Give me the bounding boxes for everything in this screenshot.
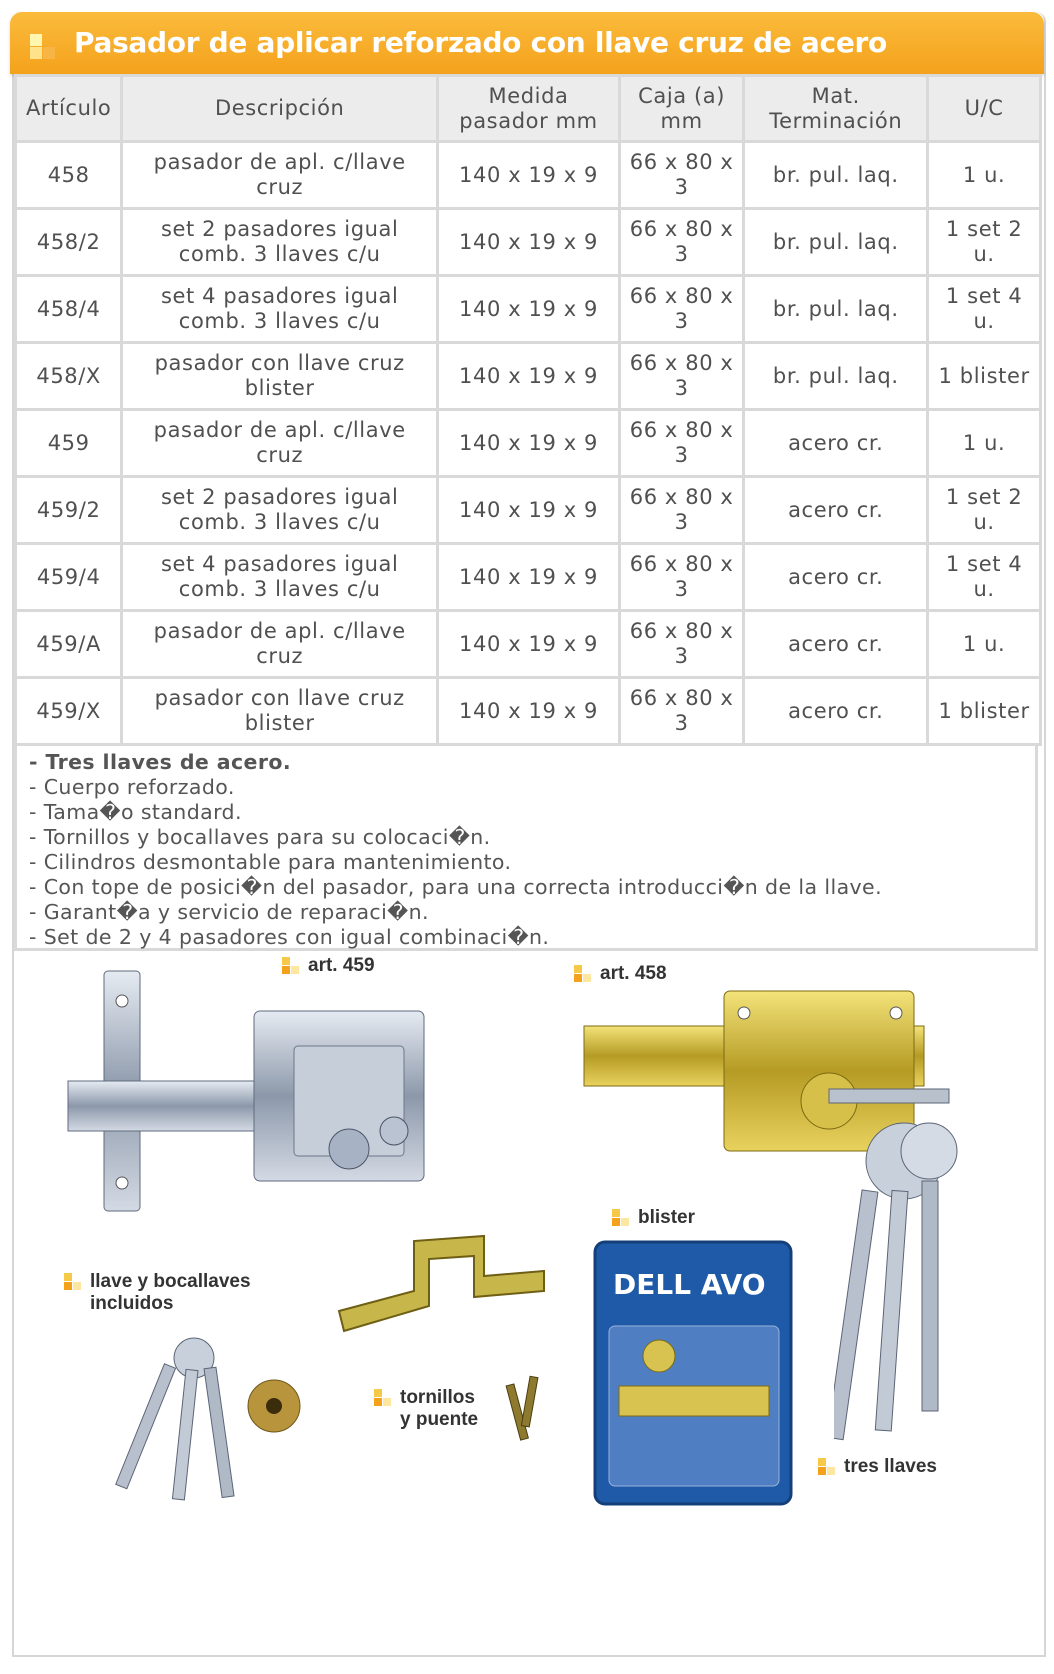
label-bullet-icon bbox=[374, 1389, 392, 1407]
cell-articulo: 458/X bbox=[16, 343, 122, 410]
cell-uc: 1 set 4 u. bbox=[928, 544, 1041, 611]
label-art-458: art. 458 bbox=[600, 963, 667, 985]
cell-descripcion: pasador de apl. c/llave cruz bbox=[122, 611, 438, 678]
label-llave-bocallaves: llave y bocallaves incluidos bbox=[90, 1271, 251, 1315]
label-bullet-icon bbox=[282, 957, 300, 975]
note-item: - Tornillos y bocallaves para su colocaci�n. bbox=[29, 825, 491, 849]
note-item: - Cuerpo reforzado. bbox=[29, 775, 235, 799]
cell-caja: 66 x 80 x 3 bbox=[619, 209, 743, 276]
note-item: - Garant�a y servicio de reparaci�n. bbox=[29, 900, 429, 924]
note-item: - Cilindros desmontable para mantenimiento. bbox=[29, 850, 512, 874]
label-tornillos: tornillos y puente bbox=[400, 1387, 478, 1431]
lock-459-image bbox=[54, 961, 474, 1231]
cell-material: acero cr. bbox=[744, 410, 928, 477]
cell-medida: 140 x 19 x 9 bbox=[438, 343, 620, 410]
cell-descripcion: pasador de apl. c/llave cruz bbox=[122, 142, 438, 209]
note-item: - Con tope de posici�n del pasador, para una correcta introducci�n de la llave. bbox=[29, 875, 882, 899]
cell-material: br. pul. laq. bbox=[744, 209, 928, 276]
col-uc: U/C bbox=[928, 76, 1041, 142]
cell-medida: 140 x 19 x 9 bbox=[438, 544, 620, 611]
cell-descripcion: set 2 pasadores igual comb. 3 llaves c/u bbox=[122, 477, 438, 544]
table-row bbox=[16, 611, 1041, 678]
keys-and-escutcheon-image bbox=[104, 1336, 324, 1506]
cell-medida: 140 x 19 x 9 bbox=[438, 209, 620, 276]
cell-uc: 1 set 2 u. bbox=[928, 209, 1041, 276]
cell-material: br. pul. laq. bbox=[744, 276, 928, 343]
label-tres-llaves: tres llaves bbox=[844, 1456, 937, 1478]
table-header-row bbox=[16, 76, 1041, 142]
cell-material: br. pul. laq. bbox=[744, 142, 928, 209]
product-photos bbox=[14, 951, 1038, 1641]
three-keys-image bbox=[834, 1121, 984, 1451]
label-bullet-icon bbox=[574, 965, 592, 983]
label-bullet-icon bbox=[64, 1273, 82, 1291]
table-row bbox=[16, 477, 1041, 544]
cell-material: acero cr. bbox=[744, 544, 928, 611]
cell-uc: 1 set 2 u. bbox=[928, 477, 1041, 544]
cell-caja: 66 x 80 x 3 bbox=[619, 544, 743, 611]
brand-logo-text: DELL AVO bbox=[613, 1268, 766, 1301]
cell-articulo: 459/4 bbox=[16, 544, 122, 611]
product-title: Pasador de aplicar reforzado con llave cruz de acero bbox=[74, 26, 887, 59]
cell-material: acero cr. bbox=[744, 477, 928, 544]
cell-descripcion: pasador con llave cruz blister bbox=[122, 343, 438, 410]
cell-medida: 140 x 19 x 9 bbox=[438, 276, 620, 343]
cell-caja: 66 x 80 x 3 bbox=[619, 611, 743, 678]
cell-articulo: 458/4 bbox=[16, 276, 122, 343]
table-row bbox=[16, 410, 1041, 477]
cell-medida: 140 x 19 x 9 bbox=[438, 410, 620, 477]
orange-squares-icon bbox=[30, 34, 56, 60]
cell-descripcion: pasador de apl. c/llave cruz bbox=[122, 410, 438, 477]
spec-table bbox=[14, 74, 1042, 746]
feature-notes bbox=[14, 744, 1038, 951]
note-item: - Tama�o standard. bbox=[29, 800, 242, 824]
cell-caja: 66 x 80 x 3 bbox=[619, 276, 743, 343]
cell-descripcion: set 2 pasadores igual comb. 3 llaves c/u bbox=[122, 209, 438, 276]
col-articulo: Artículo bbox=[16, 76, 122, 142]
label-art-459: art. 459 bbox=[308, 955, 375, 977]
table-row bbox=[16, 544, 1041, 611]
col-caja: Caja (a) mm bbox=[619, 76, 743, 142]
cell-caja: 66 x 80 x 3 bbox=[619, 410, 743, 477]
cell-articulo: 459/A bbox=[16, 611, 122, 678]
cell-caja: 66 x 80 x 3 bbox=[619, 343, 743, 410]
cell-caja: 66 x 80 x 3 bbox=[619, 678, 743, 745]
cell-uc: 1 u. bbox=[928, 142, 1041, 209]
cell-medida: 140 x 19 x 9 bbox=[438, 477, 620, 544]
col-material: Mat. Terminación bbox=[744, 76, 928, 142]
cell-medida: 140 x 19 x 9 bbox=[438, 142, 620, 209]
note-item: - Set de 2 y 4 pasadores con igual combinaci�n. bbox=[29, 925, 550, 949]
cell-material: acero cr. bbox=[744, 611, 928, 678]
cell-material: br. pul. laq. bbox=[744, 343, 928, 410]
label-bullet-icon bbox=[612, 1209, 630, 1227]
cell-uc: 1 set 4 u. bbox=[928, 276, 1041, 343]
cell-articulo: 459/X bbox=[16, 678, 122, 745]
cell-articulo: 458 bbox=[16, 142, 122, 209]
cell-uc: 1 u. bbox=[928, 611, 1041, 678]
bracket-bridge-image bbox=[334, 1231, 554, 1341]
label-bullet-icon bbox=[818, 1458, 836, 1476]
cell-medida: 140 x 19 x 9 bbox=[438, 611, 620, 678]
cell-uc: 1 blister bbox=[928, 678, 1041, 745]
cell-caja: 66 x 80 x 3 bbox=[619, 142, 743, 209]
cell-material: acero cr. bbox=[744, 678, 928, 745]
table-row bbox=[16, 343, 1041, 410]
table-row bbox=[16, 209, 1041, 276]
blister-pack-image bbox=[589, 1236, 799, 1511]
table-row bbox=[16, 142, 1041, 209]
cell-uc: 1 u. bbox=[928, 410, 1041, 477]
cell-uc: 1 blister bbox=[928, 343, 1041, 410]
label-blister: blister bbox=[638, 1207, 695, 1229]
col-medida: Medida pasador mm bbox=[438, 76, 620, 142]
note-item: - Tres llaves de acero. bbox=[29, 750, 292, 774]
cell-caja: 66 x 80 x 3 bbox=[619, 477, 743, 544]
cell-articulo: 459/2 bbox=[16, 477, 122, 544]
product-header bbox=[10, 12, 1044, 74]
col-descripcion: Descripción bbox=[122, 76, 438, 142]
screws-image bbox=[494, 1371, 554, 1451]
cell-articulo: 458/2 bbox=[16, 209, 122, 276]
cell-descripcion: pasador con llave cruz blister bbox=[122, 678, 438, 745]
cell-descripcion: set 4 pasadores igual comb. 3 llaves c/u bbox=[122, 544, 438, 611]
table-row bbox=[16, 678, 1041, 745]
cell-descripcion: set 4 pasadores igual comb. 3 llaves c/u bbox=[122, 276, 438, 343]
cell-articulo: 459 bbox=[16, 410, 122, 477]
table-row bbox=[16, 276, 1041, 343]
cell-medida: 140 x 19 x 9 bbox=[438, 678, 620, 745]
